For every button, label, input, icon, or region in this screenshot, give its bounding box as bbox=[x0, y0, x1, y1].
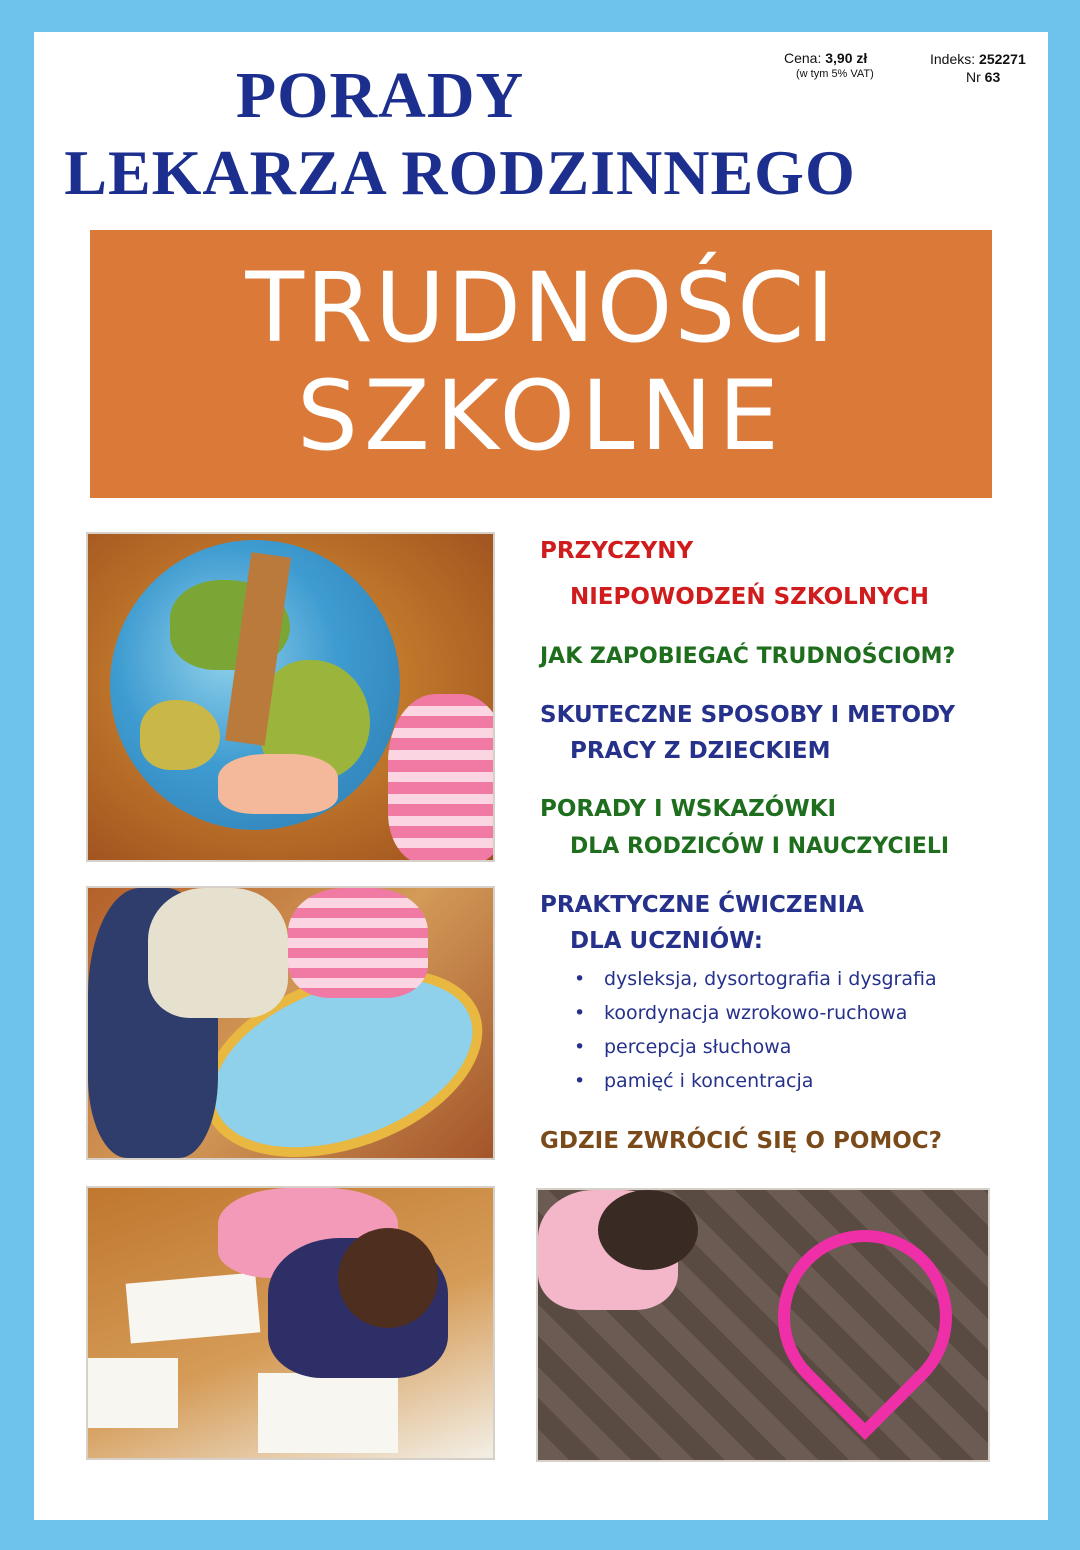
exercise-item: • koordynacja wzrokowo-ruchowa bbox=[604, 1002, 907, 1024]
advice-heading-line2: DLA RODZICÓW I NAUCZYCIELI bbox=[570, 834, 950, 859]
title-banner bbox=[90, 230, 992, 498]
photo-world-map bbox=[86, 886, 495, 1160]
prevent-heading: JAK ZAPOBIEGAĆ TRUDNOŚCIOM? bbox=[540, 644, 956, 669]
photo-painting bbox=[86, 1186, 495, 1460]
banner-line2: SZKOLNE bbox=[297, 360, 785, 472]
photo-chalk-drawing bbox=[536, 1188, 990, 1462]
vat-note: (w tym 5% VAT) bbox=[796, 68, 874, 80]
series-title-line2: LEKARZA RODZINNEGO bbox=[64, 137, 856, 208]
photo-globe bbox=[86, 532, 495, 862]
price-block bbox=[784, 50, 874, 82]
index-value: 252271 bbox=[979, 51, 1026, 67]
causes-heading-line1: PRZYCZYNY bbox=[540, 538, 694, 564]
exercise-item: • dysleksja, dysortografia i dysgrafia bbox=[604, 968, 937, 990]
methods-heading-line1: SKUTECZNE SPOSOBY I METODY bbox=[540, 702, 956, 728]
help-heading: GDZIE ZWRÓCIĆ SIĘ O POMOC? bbox=[540, 1128, 943, 1154]
exercise-item: • pamięć i koncentracja bbox=[604, 1070, 813, 1092]
chalk-heart-illustration bbox=[742, 1194, 988, 1440]
exercises-heading-line1: PRAKTYCZNE ĆWICZENIA bbox=[540, 892, 864, 918]
advice-heading-line1: PORADY I WSKAZÓWKI bbox=[540, 796, 837, 822]
price-label: Cena: bbox=[784, 50, 822, 66]
methods-heading-line2: PRACY Z DZIECKIEM bbox=[570, 738, 831, 764]
price-value: 3,90 zł bbox=[825, 50, 868, 66]
index-label: Indeks: bbox=[930, 51, 976, 67]
issue-label: Nr bbox=[966, 69, 981, 85]
issue-value: 63 bbox=[984, 69, 1001, 85]
causes-heading-line2: NIEPOWODZEŃ SZKOLNYCH bbox=[570, 584, 930, 610]
banner-line1: TRUDNOŚCI bbox=[245, 252, 837, 364]
series-title-line1: PORADY bbox=[235, 59, 525, 132]
exercises-heading-line2: DLA UCZNIÓW: bbox=[570, 928, 764, 954]
exercise-item: • percepcja słuchowa bbox=[604, 1036, 791, 1058]
index-block bbox=[930, 50, 1026, 86]
